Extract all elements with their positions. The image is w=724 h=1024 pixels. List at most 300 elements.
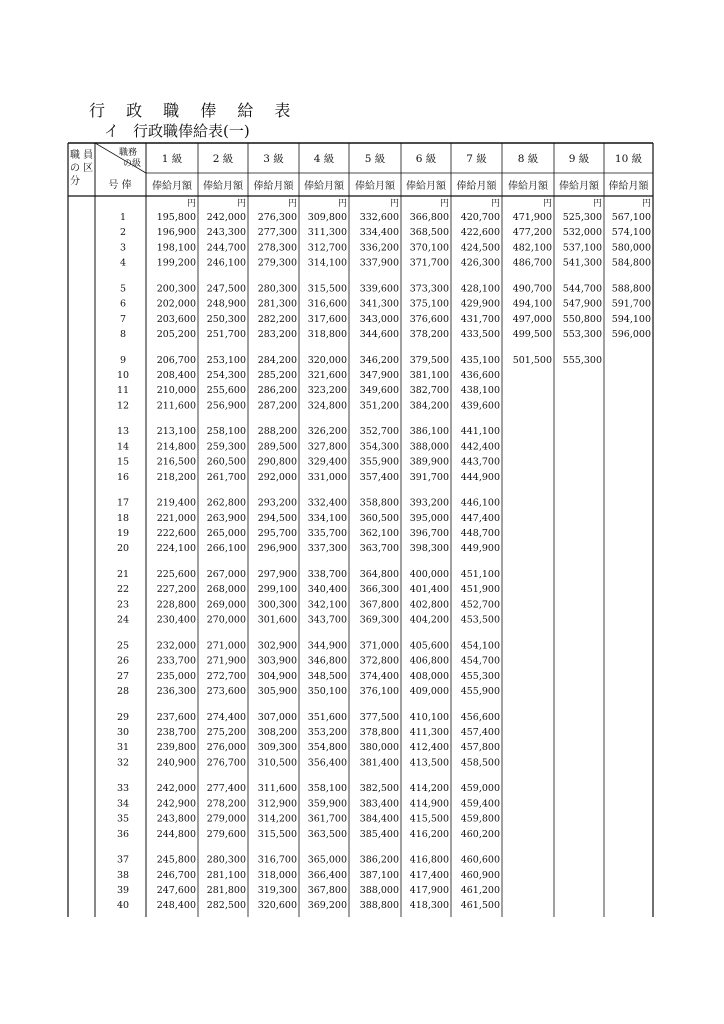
salary-cell: 340,400 — [307, 584, 347, 596]
salary-cell: 354,300 — [359, 441, 399, 453]
salary-cell: 213,100 — [156, 426, 196, 438]
salary-cell: 242,900 — [156, 798, 196, 810]
salary-cell: 461,500 — [460, 900, 500, 912]
grade-header: 7 級 — [466, 153, 487, 165]
salary-cell: 393,200 — [409, 497, 449, 509]
salary-cell: 441,100 — [460, 426, 500, 438]
step-number: 34 — [116, 798, 130, 810]
salary-cell: 490,700 — [512, 283, 552, 295]
salary-cell: 366,400 — [307, 869, 347, 881]
salary-cell: 337,900 — [359, 257, 399, 269]
salary-cell: 363,700 — [359, 543, 399, 555]
salary-cell: 402,800 — [409, 599, 449, 611]
salary-cell: 270,000 — [206, 614, 246, 626]
salary-cell: 320,600 — [257, 900, 297, 912]
salary-cell: 256,900 — [206, 400, 246, 412]
monthly-amount-header: 俸給月額 — [559, 181, 599, 192]
salary-cell: 339,600 — [359, 283, 399, 295]
subtitle-text: 行政職俸給表(一) — [133, 122, 250, 140]
salary-cell: 416,800 — [409, 854, 449, 866]
salary-cell: 280,300 — [206, 854, 246, 866]
salary-cell: 443,700 — [460, 456, 500, 468]
step-number: 7 — [119, 313, 127, 325]
salary-cell: 332,600 — [359, 212, 399, 223]
salary-cell: 415,500 — [409, 813, 449, 825]
salary-cell: 275,200 — [206, 727, 246, 738]
step-number: 29 — [116, 711, 130, 723]
salary-cell: 366,300 — [359, 584, 399, 596]
grade-header: 9 級 — [568, 153, 590, 165]
grade-header: 3 級 — [263, 153, 284, 165]
yen-unit: 円 — [236, 199, 246, 209]
salary-cell: 334,400 — [359, 227, 399, 239]
salary-cell: 323,200 — [307, 385, 347, 397]
step-number: 10 — [116, 370, 130, 381]
salary-cell: 196,900 — [156, 227, 196, 239]
monthly-amount-header: 俸給月額 — [152, 181, 192, 192]
salary-cell: 337,300 — [307, 543, 347, 555]
salary-cell: 285,200 — [257, 370, 297, 381]
salary-cell: 319,300 — [257, 885, 297, 896]
salary-cell: 413,500 — [409, 757, 449, 769]
salary-cell: 436,600 — [460, 370, 500, 381]
salary-cell: 283,200 — [257, 329, 297, 340]
salary-cell: 547,900 — [562, 298, 602, 310]
salary-cell: 439,600 — [460, 400, 500, 412]
salary-cell: 525,300 — [562, 212, 602, 223]
salary-cell: 225,600 — [156, 569, 196, 580]
step-number: 25 — [116, 640, 130, 652]
salary-cell: 369,200 — [307, 900, 347, 912]
salary-cell: 331,000 — [307, 471, 347, 483]
salary-cell: 296,900 — [257, 543, 297, 555]
salary-cell: 263,900 — [206, 512, 246, 524]
salary-cell: 210,000 — [156, 385, 196, 397]
salary-cell: 344,900 — [307, 640, 347, 652]
salary-cell: 288,200 — [257, 426, 297, 438]
salary-cell: 293,200 — [257, 497, 297, 509]
step-header: 号 俸 — [108, 180, 132, 191]
salary-cell: 385,400 — [359, 828, 399, 840]
salary-cell: 433,500 — [460, 329, 500, 340]
salary-cell: 307,000 — [257, 711, 297, 723]
salary-cell: 271,000 — [206, 640, 246, 652]
salary-cell: 588,800 — [611, 283, 651, 295]
salary-cell: 335,700 — [307, 528, 347, 539]
salary-cell: 428,100 — [460, 283, 500, 295]
salary-cell: 486,700 — [512, 257, 552, 269]
salary-cell: 205,200 — [156, 329, 196, 340]
salary-cell: 281,100 — [206, 869, 246, 881]
salary-cell: 206,700 — [156, 354, 196, 366]
salary-cell: 373,300 — [409, 283, 449, 295]
yen-unit: 円 — [389, 199, 399, 209]
step-number: 30 — [116, 727, 130, 738]
salary-cell: 414,200 — [409, 783, 449, 795]
salary-cell: 199,200 — [156, 257, 196, 269]
salary-cell: 375,100 — [409, 298, 449, 310]
step-number: 16 — [116, 471, 130, 483]
salary-cell: 369,300 — [359, 614, 399, 626]
salary-cell: 278,200 — [206, 798, 246, 810]
step-number: 13 — [116, 426, 130, 438]
salary-cell: 382,500 — [359, 783, 399, 795]
salary-cell: 351,600 — [307, 711, 347, 723]
salary-cell: 269,000 — [206, 599, 246, 611]
salary-cell: 358,100 — [307, 783, 347, 795]
salary-cell: 281,300 — [257, 298, 297, 310]
salary-cell: 408,000 — [409, 670, 449, 682]
salary-cell: 363,500 — [307, 828, 347, 840]
salary-cell: 382,700 — [409, 385, 449, 397]
salary-cell: 342,100 — [307, 599, 347, 611]
salary-cell: 501,500 — [512, 354, 552, 366]
salary-cell: 259,300 — [206, 441, 246, 453]
salary-cell: 297,900 — [257, 569, 297, 580]
salary-cell: 412,400 — [409, 742, 449, 754]
salary-cell: 279,000 — [206, 813, 246, 825]
salary-cell: 320,000 — [307, 354, 347, 366]
salary-cell: 406,800 — [409, 655, 449, 667]
salary-cell: 302,900 — [257, 640, 297, 652]
step-number: 12 — [116, 400, 130, 412]
salary-cell: 497,000 — [512, 313, 552, 325]
salary-cell: 277,300 — [257, 227, 297, 239]
salary-cell: 499,500 — [512, 329, 552, 340]
salary-cell: 235,000 — [156, 670, 196, 682]
yen-unit: 円 — [287, 199, 297, 209]
salary-cell: 266,100 — [206, 543, 246, 555]
salary-cell: 435,100 — [460, 354, 500, 366]
step-number: 21 — [116, 569, 130, 580]
salary-cell: 451,100 — [460, 569, 500, 580]
step-number: 6 — [119, 298, 127, 310]
salary-cell: 424,500 — [460, 242, 500, 254]
salary-cell: 277,400 — [206, 783, 246, 795]
salary-cell: 238,700 — [156, 727, 196, 738]
step-number: 11 — [116, 385, 130, 397]
salary-cell: 455,300 — [460, 670, 500, 682]
salary-cell: 377,500 — [359, 711, 399, 723]
salary-cell: 584,800 — [611, 257, 651, 269]
salary-cell: 396,700 — [409, 528, 449, 539]
salary-cell: 314,100 — [307, 257, 347, 269]
salary-cell: 372,800 — [359, 655, 399, 667]
salary-cell: 364,800 — [359, 569, 399, 580]
salary-cell: 316,700 — [257, 854, 297, 866]
salary-cell: 321,600 — [307, 370, 347, 381]
salary-cell: 360,500 — [359, 512, 399, 524]
salary-cell: 457,800 — [460, 742, 500, 754]
salary-cell: 404,200 — [409, 614, 449, 626]
salary-cell: 414,900 — [409, 798, 449, 810]
salary-cell: 338,700 — [307, 569, 347, 580]
salary-cell: 327,800 — [307, 441, 347, 453]
salary-cell: 429,900 — [460, 298, 500, 310]
salary-cell: 242,000 — [206, 212, 246, 223]
yen-unit: 円 — [641, 199, 651, 209]
subtitle-prefix: イ — [104, 122, 120, 140]
salary-cell: 251,700 — [206, 329, 246, 340]
salary-cell: 280,300 — [257, 283, 297, 295]
salary-cell: 224,100 — [156, 543, 196, 555]
salary-cell: 227,200 — [156, 584, 196, 596]
step-number: 1 — [119, 212, 127, 223]
yen-unit: 円 — [542, 199, 552, 209]
salary-cell: 243,300 — [206, 227, 246, 239]
salary-cell: 371,000 — [359, 640, 399, 652]
salary-cell: 286,200 — [257, 385, 297, 397]
salary-cell: 544,700 — [562, 283, 602, 295]
salary-cell: 366,800 — [409, 212, 449, 223]
salary-cell: 381,100 — [409, 370, 449, 381]
salary-cell: 448,700 — [460, 528, 500, 539]
salary-cell: 261,700 — [206, 471, 246, 483]
salary-cell: 253,100 — [206, 354, 246, 366]
salary-cell: 454,700 — [460, 655, 500, 667]
monthly-amount-header: 俸給月額 — [355, 181, 395, 192]
salary-cell: 326,200 — [307, 426, 347, 438]
salary-cell: 454,100 — [460, 640, 500, 652]
salary-cell: 290,800 — [257, 456, 297, 468]
salary-cell: 312,900 — [257, 798, 297, 810]
salary-cell: 289,500 — [257, 441, 297, 453]
salary-cell: 420,700 — [460, 212, 500, 223]
salary-cell: 308,200 — [257, 727, 297, 738]
salary-cell: 222,600 — [156, 528, 196, 539]
yen-unit: 円 — [186, 199, 196, 209]
monthly-amount-header: 俸給月額 — [203, 181, 243, 192]
salary-cell: 365,000 — [307, 854, 347, 866]
salary-cell: 418,300 — [409, 900, 449, 912]
grade-header: 10 級 — [614, 153, 643, 165]
salary-cell: 381,400 — [359, 757, 399, 769]
salary-cell: 580,000 — [611, 242, 651, 254]
salary-cell: 346,800 — [307, 655, 347, 667]
salary-cell: 336,200 — [359, 242, 399, 254]
salary-cell: 314,200 — [257, 813, 297, 825]
salary-cell: 284,200 — [257, 354, 297, 366]
salary-cell: 387,100 — [359, 869, 399, 881]
step-number: 20 — [116, 543, 130, 555]
step-number: 22 — [116, 584, 130, 596]
salary-cell: 388,000 — [359, 885, 399, 896]
grade-header: 4 級 — [313, 153, 335, 165]
grade-header: 2 級 — [212, 153, 234, 165]
salary-cell: 350,100 — [307, 686, 347, 697]
salary-cell: 591,700 — [611, 298, 651, 310]
salary-cell: 367,800 — [359, 599, 399, 611]
salary-cell: 555,300 — [562, 354, 602, 366]
salary-cell: 219,400 — [156, 497, 196, 509]
salary-cell: 359,900 — [307, 798, 347, 810]
salary-cell: 195,800 — [156, 212, 196, 223]
step-number: 37 — [116, 854, 130, 866]
step-number: 26 — [116, 655, 130, 667]
step-number: 8 — [119, 329, 127, 340]
salary-cell: 384,400 — [359, 813, 399, 825]
step-number: 23 — [116, 599, 130, 611]
salary-cell: 395,000 — [409, 512, 449, 524]
salary-cell: 221,000 — [156, 512, 196, 524]
salary-cell: 301,600 — [257, 614, 297, 626]
salary-cell: 352,700 — [359, 426, 399, 438]
salary-cell: 230,400 — [156, 614, 196, 626]
salary-cell: 258,100 — [206, 426, 246, 438]
salary-cell: 409,000 — [409, 686, 449, 697]
salary-cell: 343,700 — [307, 614, 347, 626]
yen-unit: 円 — [337, 199, 347, 209]
salary-cell: 574,100 — [611, 227, 651, 239]
salary-cell: 374,400 — [359, 670, 399, 682]
step-number: 4 — [119, 257, 127, 269]
salary-cell: 459,000 — [460, 783, 500, 795]
salary-cell: 346,200 — [359, 354, 399, 366]
salary-cell: 354,800 — [307, 742, 347, 754]
salary-cell: 351,200 — [359, 400, 399, 412]
salary-cell: 214,800 — [156, 441, 196, 453]
salary-cell: 438,100 — [460, 385, 500, 397]
salary-cell: 594,100 — [611, 313, 651, 325]
salary-cell: 532,000 — [562, 227, 602, 239]
salary-cell: 294,500 — [257, 512, 297, 524]
salary-cell: 243,800 — [156, 813, 196, 825]
grade-header: 1 級 — [161, 153, 183, 165]
salary-cell: 553,300 — [562, 329, 602, 340]
step-number: 35 — [116, 813, 130, 825]
salary-cell: 541,300 — [562, 257, 602, 269]
salary-cell: 386,200 — [359, 854, 399, 866]
salary-cell: 303,900 — [257, 655, 297, 667]
salary-cell: 236,300 — [156, 686, 196, 697]
salary-cell: 245,800 — [156, 854, 196, 866]
salary-cell: 316,600 — [307, 298, 347, 310]
salary-cell: 416,200 — [409, 828, 449, 840]
salary-cell: 315,500 — [257, 828, 297, 840]
salary-cell: 271,900 — [206, 655, 246, 667]
salary-cell: 237,600 — [156, 711, 196, 723]
salary-cell: 368,500 — [409, 227, 449, 239]
step-number: 3 — [119, 242, 127, 254]
salary-cell: 254,300 — [206, 370, 246, 381]
salary-cell: 246,100 — [206, 257, 246, 269]
salary-cell: 228,800 — [156, 599, 196, 611]
salary-cell: 334,100 — [307, 512, 347, 524]
step-number: 14 — [116, 441, 130, 453]
step-number: 15 — [116, 456, 130, 468]
salary-cell: 389,900 — [409, 456, 449, 468]
salary-cell: 343,000 — [359, 313, 399, 325]
salary-cell: 482,100 — [512, 242, 552, 254]
salary-cell: 398,300 — [409, 543, 449, 555]
salary-cell: 400,000 — [409, 569, 449, 580]
salary-cell: 367,800 — [307, 885, 347, 896]
monthly-amount-header: 俸給月額 — [608, 181, 649, 192]
step-number: 36 — [116, 828, 130, 840]
salary-cell: 348,500 — [307, 670, 347, 682]
salary-cell: 248,400 — [156, 900, 196, 912]
salary-cell: 311,600 — [257, 783, 297, 795]
salary-cell: 329,400 — [307, 456, 347, 468]
salary-cell: 426,300 — [460, 257, 500, 269]
salary-cell: 353,200 — [307, 727, 347, 738]
salary-cell: 304,900 — [257, 670, 297, 682]
salary-cell: 388,800 — [359, 900, 399, 912]
salary-cell: 379,500 — [409, 354, 449, 366]
salary-cell: 218,200 — [156, 471, 196, 483]
salary-cell: 451,900 — [460, 584, 500, 596]
salary-cell: 378,800 — [359, 727, 399, 738]
salary-cell: 362,100 — [359, 528, 399, 539]
grade-header: 5 級 — [364, 153, 386, 165]
step-number: 24 — [116, 614, 130, 626]
salary-cell: 268,000 — [206, 584, 246, 596]
salary-cell: 282,500 — [206, 900, 246, 912]
step-number: 9 — [119, 354, 127, 366]
salary-cell: 311,300 — [307, 227, 347, 239]
salary-cell: 200,300 — [156, 283, 196, 295]
salary-cell: 260,500 — [206, 456, 246, 468]
yen-unit: 円 — [490, 199, 500, 209]
salary-cell: 232,000 — [156, 640, 196, 652]
salary-cell: 295,700 — [257, 528, 297, 539]
salary-cell: 349,600 — [359, 385, 399, 397]
salary-cell: 376,600 — [409, 313, 449, 325]
salary-cell: 455,900 — [460, 686, 500, 697]
salary-cell: 244,800 — [156, 828, 196, 840]
salary-cell: 460,200 — [460, 828, 500, 840]
salary-cell: 567,100 — [611, 212, 651, 223]
salary-cell: 471,900 — [512, 212, 552, 223]
salary-cell: 431,700 — [460, 313, 500, 325]
salary-cell: 292,000 — [257, 471, 297, 483]
salary-cell: 453,500 — [460, 614, 500, 626]
salary-cell: 262,800 — [206, 497, 246, 509]
salary-cell: 458,500 — [460, 757, 500, 769]
salary-cell: 233,700 — [156, 655, 196, 667]
salary-cell: 239,800 — [156, 742, 196, 754]
salary-cell: 376,100 — [359, 686, 399, 697]
salary-cell: 361,700 — [307, 813, 347, 825]
duty-label: 職務 — [118, 148, 138, 158]
monthly-amount-header: 俸給月額 — [508, 181, 548, 192]
salary-cell: 279,600 — [206, 828, 246, 840]
salary-cell: 383,400 — [359, 798, 399, 810]
salary-cell: 459,800 — [460, 813, 500, 825]
salary-cell: 318,800 — [307, 329, 347, 340]
salary-cell: 242,000 — [156, 783, 196, 795]
salary-cell: 299,100 — [257, 584, 297, 596]
salary-cell: 358,800 — [359, 497, 399, 509]
salary-cell: 446,100 — [460, 497, 500, 509]
monthly-amount-header: 俸給月額 — [456, 181, 497, 192]
category-label: 分 — [70, 176, 80, 187]
step-number: 18 — [116, 512, 130, 524]
salary-cell: 388,000 — [409, 441, 449, 453]
step-number: 39 — [116, 885, 130, 896]
step-number: 17 — [116, 497, 130, 509]
salary-cell: 211,600 — [156, 400, 196, 412]
salary-cell: 452,700 — [460, 599, 500, 611]
salary-cell: 282,200 — [257, 313, 297, 325]
salary-cell: 203,600 — [156, 313, 196, 325]
salary-cell: 318,000 — [257, 869, 297, 881]
salary-cell: 272,700 — [206, 670, 246, 682]
salary-cell: 357,400 — [359, 471, 399, 483]
salary-cell: 456,600 — [460, 711, 500, 723]
step-number: 19 — [116, 528, 130, 539]
salary-cell: 391,700 — [409, 471, 449, 483]
